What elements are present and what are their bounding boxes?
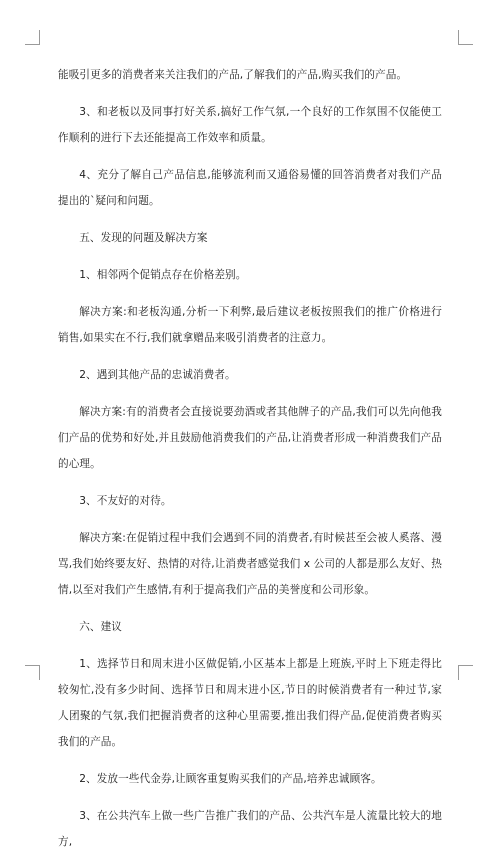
suggestion-1-holiday-promotion: 1、选择节日和周末进小区做促销,小区基本上都是上班族,平时上下班走得比较匆忙,没有多少时间、选择节日和周末进小区,节日的时候消费者有一种过节,家人团聚的气氛,我们把握消费者的这种心里需要,推出我们得产品,促使消费者购买我们的产品。 [58,658,442,748]
paragraph-item-3-relations: 3、和老板以及同事打好关系,搞好工作气氛,一个良好的工作氛围不仅能使工作顺利的进行下去还能提高工作效率和质量。 [58,106,442,144]
section-heading-suggestions: 六、建议 [79,621,122,633]
solution-3: 解决方案:在促销过程中我们会遇到不同的消费者,有时候甚至会被人奚落、漫骂,我们始终要友好、热情的对待,让消费者感觉我们 x 公司的人都是那么友好、热情,以至对我们产生感情,有利于提高我们产品的美誉度和公司形象。 [58,532,442,596]
suggestion-2-vouchers: 2、发放一些代金券,让顾客重复购买我们的产品,培养忠诚顾客。 [79,773,382,785]
crop-mark-top-left [25,30,40,45]
problem-3-unfriendly-treatment: 3、不友好的对待。 [79,495,172,507]
section-heading-problems-solutions: 五、发现的问题及解决方案 [79,232,208,244]
crop-mark-bottom-right [458,665,473,680]
paragraph-item-4-product-info: 4、充分了解自己产品信息,能够流利而又通俗易懂的回答消费者对我们产品提出的`疑问和问题。 [58,169,442,207]
suggestion-3-bus-ads: 3、在公共汽车上做一些广告推广我们的产品、公共汽车是人流量比较大的地方, [58,810,442,848]
paragraph-continuation: 能吸引更多的消费者来关注我们的产品,了解我们的产品,购买我们的产品。 [58,69,408,81]
problem-1-price-difference: 1、相邻两个促销点存在价格差别。 [79,269,247,281]
crop-mark-top-right [458,30,473,45]
document-body [58,62,442,866]
solution-1: 解决方案:和老板沟通,分析一下利弊,最后建议老板按照我们的推广价格进行销售,如果实在不行,我们就拿赠品来吸引消费者的注意力。 [58,306,442,344]
crop-mark-bottom-left [25,665,40,680]
solution-2: 解决方案:有的消费者会直接说要劲酒或者其他牌子的产品,我们可以先向他我们产品的优势和好处,并且鼓励他消费我们的产品,让消费者形成一种消费我们产品的心理。 [58,406,442,470]
problem-2-loyal-customers: 2、遇到其他产品的忠诚消费者。 [79,369,236,381]
